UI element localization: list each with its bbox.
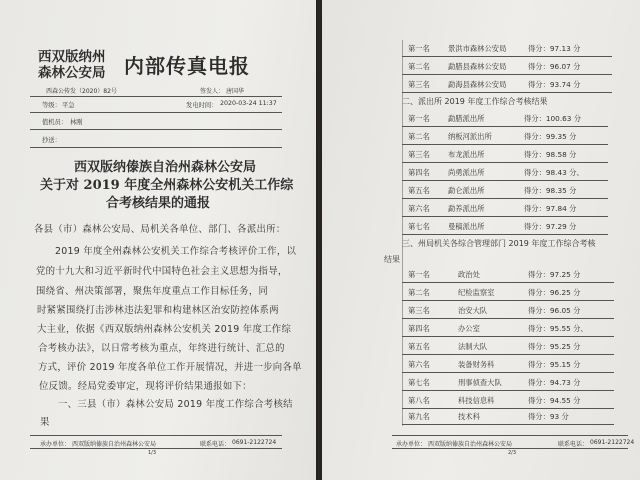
row-rule — [402, 56, 612, 57]
rank-label: 第六名 — [408, 204, 430, 213]
unit-score: 得分：95.15 分 — [528, 360, 581, 369]
rank-label: 第五名 — [408, 186, 430, 195]
unit-score: 得分：95.25 分 — [528, 342, 581, 351]
body-line: 方式，评价 2019 年度各单位工作开展情况，并进一步向各单 — [38, 362, 302, 373]
fax-page-2 — [322, 0, 640, 480]
row-rule — [402, 126, 608, 127]
rank-label: 第二名 — [408, 288, 430, 297]
send-time-label: 发电时间： — [186, 102, 218, 109]
rank-label: 第三名 — [408, 306, 430, 315]
row-rule — [402, 74, 612, 75]
unit-score: 得分：94.55 分 — [528, 396, 581, 405]
body-line: 2019 年度全州森林公安机关工作综合考核评价工作，以 — [55, 246, 297, 257]
footer-rule-top — [392, 435, 628, 436]
urgency-label: 等级： — [42, 102, 61, 109]
unit-name: 装备财务科 — [458, 360, 495, 369]
row-rule — [402, 300, 614, 301]
header-rule-3 — [30, 129, 282, 130]
send-time-value: 2020-03-24 11:37 — [220, 100, 277, 107]
footer-rule-bottom — [392, 448, 628, 449]
body-line: 党的十九大和习近平新时代中国特色社会主义思想为指导， — [36, 266, 288, 277]
unit-score: 得分：99.35 分 — [524, 132, 577, 141]
rank-label: 第一名 — [408, 270, 430, 279]
unit-name: 刑事侦查大队 — [458, 378, 502, 387]
body-line: 围绕省、州决策部署，聚焦年度重点工作目标任务，同 — [36, 286, 269, 297]
section3-heading-line1: 三、州局机关各综合管理部门 2019 年度工作综合考核 — [402, 239, 596, 248]
rank-label: 第六名 — [408, 360, 430, 369]
unit-score: 得分：97.25 分 — [528, 270, 581, 279]
row-rule — [402, 424, 614, 425]
unit-score: 得分：98.58 分 — [524, 150, 577, 159]
page-number: 1/3 — [148, 450, 157, 456]
body-line: 大主业，依据《西双版纳州森林公安机关 2019 年度工作综 — [37, 324, 292, 335]
row-rule — [402, 92, 612, 93]
row-rule — [402, 354, 614, 355]
rank-label: 第二名 — [408, 62, 430, 71]
unit-name: 法制大队 — [458, 342, 488, 351]
rank-label: 第七名 — [408, 222, 430, 231]
unit-score: 得分：96.07 分 — [528, 62, 581, 71]
unit-score: 得分：93 分 — [528, 412, 569, 421]
rank-label: 第一名 — [408, 114, 430, 123]
unit-score: 得分：95.55 分、 — [528, 324, 588, 333]
body-line: 各县（市）森林公安局、局机关各单位、部门、各派出所： — [34, 224, 286, 235]
unit-score: 得分：97.13 分 — [528, 44, 581, 53]
unit-name: 尚勇派出所 — [448, 168, 485, 177]
unit-score: 得分：94.73 分 — [528, 378, 581, 387]
footer-sender: 西双版纳傣族自治州森林公安局 — [72, 441, 157, 448]
page-number: 2/3 — [508, 450, 517, 456]
rank-label: 第五名 — [408, 342, 430, 351]
header-rule-4 — [30, 147, 282, 148]
signer-label: 签发人： — [200, 88, 225, 95]
unit-name: 治安大队 — [458, 306, 488, 315]
footer-phone: 0691-2122724 — [590, 439, 635, 446]
notice-title-line3: 合考核结果的通报 — [106, 196, 211, 211]
urgency-value: 平急 — [62, 102, 75, 109]
rank-label: 第二名 — [408, 132, 430, 141]
notice-title-line1: 西双版纳傣族自治州森林公安局 — [74, 160, 257, 175]
table-left-border — [402, 40, 403, 426]
body-line: 一、三县（市）森林公安局 2019 年度工作综合考核结 — [58, 399, 293, 410]
header-rule-2 — [30, 112, 282, 113]
body-line: 时紧紧围绕打击涉林违法犯罪和构建林区治安防控体系两 — [37, 305, 279, 316]
receiver-value: 林刚 — [70, 119, 83, 126]
unit-name: 技术科 — [458, 412, 480, 421]
row-rule — [402, 282, 614, 283]
doc-number: 西森公传发（2020）82号 — [46, 88, 117, 95]
unit-name: 办公室 — [458, 324, 480, 333]
unit-score: 得分：93.74 分 — [528, 80, 581, 89]
rank-label: 第一名 — [408, 44, 430, 53]
rank-label: 第四名 — [408, 168, 430, 177]
row-rule — [402, 390, 614, 391]
row-rule — [402, 162, 608, 163]
row-rule — [402, 180, 608, 181]
row-rule — [402, 216, 608, 217]
body-line: 果 — [40, 417, 50, 428]
notice-title-line2: 关于对 2019 年度全州森林公安机关工作综 — [40, 178, 294, 193]
unit-name: 科技信息科 — [458, 396, 495, 405]
org-name-line2: 森林公安局 — [38, 65, 106, 81]
footer-phone: 0691-2122724 — [232, 439, 277, 446]
doc-type-title: 内部传真电报 — [124, 54, 250, 78]
unit-name: 景洪市森林公安局 — [448, 44, 507, 53]
unit-score: 得分：96.05 分 — [528, 306, 581, 315]
unit-name: 勐腊县森林公安局 — [448, 62, 507, 71]
footer-phone-label: 联系电话： — [558, 441, 589, 448]
unit-score: 得分：96.25 分 — [528, 288, 581, 297]
section2-heading: 二、派出所 2019 年度工作综合考核结果 — [402, 97, 548, 106]
rank-label: 第三名 — [408, 80, 430, 89]
cc-label: 抄送： — [42, 137, 61, 144]
rank-label: 第七名 — [408, 378, 430, 387]
unit-name: 勐仑派出所 — [448, 186, 485, 195]
fax-page-1 — [0, 0, 316, 480]
unit-name: 纪检监察室 — [458, 288, 495, 297]
unit-name: 勐养派出所 — [448, 204, 485, 213]
org-name-line1: 西双版纳州 — [38, 49, 106, 65]
footer-sender-label: 承办单位： — [40, 441, 71, 448]
footer-sender-label: 承办单位： — [396, 441, 427, 448]
row-rule — [402, 372, 614, 373]
body-line: 位反馈。经局党委审定，现将评价结果通报如下： — [39, 381, 252, 392]
unit-score: 得分：100.63 分 — [524, 114, 582, 123]
row-rule — [402, 318, 614, 319]
unit-name: 布龙派出所 — [448, 150, 485, 159]
row-rule — [402, 234, 608, 235]
unit-score: 得分：98.43 分、 — [524, 168, 584, 177]
rank-label: 第三名 — [408, 150, 430, 159]
row-rule — [402, 408, 614, 409]
rank-label: 第九名 — [408, 412, 430, 421]
section3-heading-line2: 结果 — [384, 255, 400, 264]
signer-name: 唐国华 — [226, 88, 245, 95]
unit-name: 纳板河派出所 — [448, 132, 492, 141]
row-rule — [402, 144, 608, 145]
body-line: 合考核办法》，以日常考核为重点，年终进行统计、汇总的 — [38, 343, 285, 354]
unit-score: 得分：97.29 分 — [524, 222, 577, 231]
receiver-label: 值机员： — [42, 119, 68, 126]
footer-rule-bottom — [30, 448, 282, 449]
unit-score: 得分：98.35 分 — [524, 186, 577, 195]
unit-name: 政治处 — [458, 270, 480, 279]
unit-name: 勐腊派出所 — [448, 114, 485, 123]
rank-label: 第四名 — [408, 324, 430, 333]
unit-score: 得分：97.84 分 — [524, 204, 577, 213]
unit-name: 勐海县森林公安局 — [448, 80, 507, 89]
footer-sender: 西双版纳傣族自治州森林公安局 — [428, 441, 513, 448]
rank-label: 第八名 — [408, 396, 430, 405]
header-rule-top — [30, 96, 282, 97]
footer-phone-label: 联系电话： — [200, 441, 231, 448]
footer-rule-top — [30, 435, 282, 436]
row-rule — [402, 198, 608, 199]
row-rule — [402, 336, 614, 337]
unit-name: 曼稿派出所 — [448, 222, 485, 231]
